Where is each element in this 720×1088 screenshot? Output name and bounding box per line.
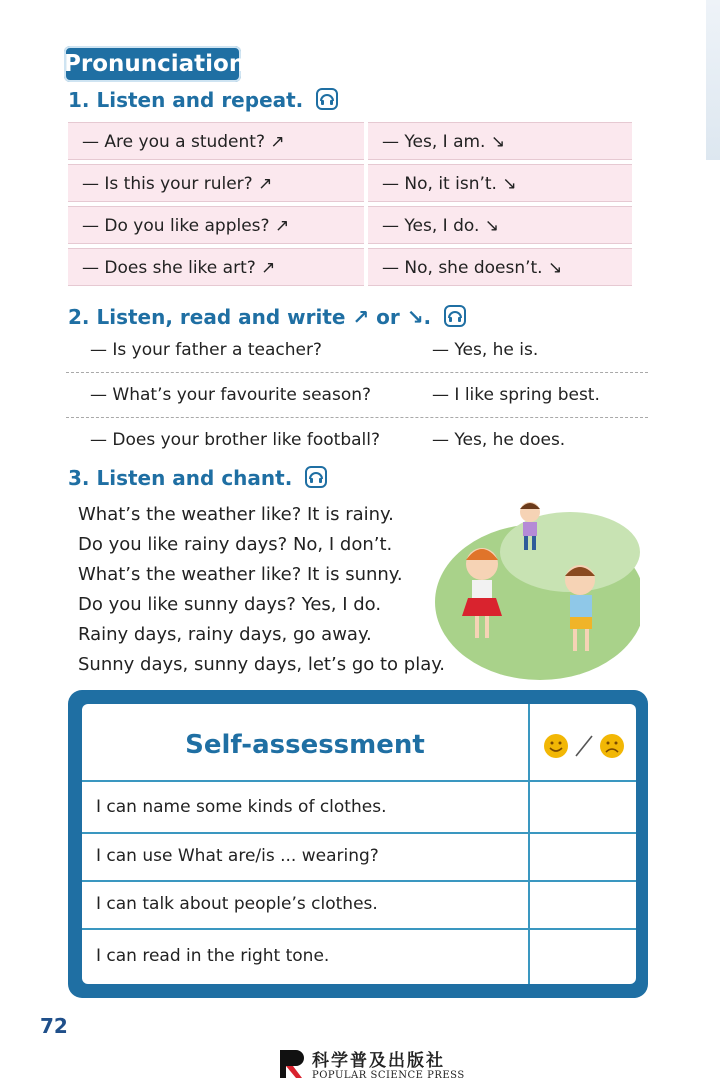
chant-line: Do you like rainy days? No, I don’t. [78,534,393,555]
table-row [68,122,632,160]
column-divider [528,704,530,984]
self-assessment-title: Self-assessment [185,730,425,760]
audio-icon[interactable] [305,466,327,493]
answer-cell: — No, she doesn’t. ↘ [368,248,632,286]
chant-line: What’s the weather like? It is rainy. [78,504,394,525]
page-edge-strip [706,0,720,160]
answer-cell: — Yes, I am. ↘ [368,122,632,160]
question-cell: — Does she like art? ↗ [68,248,364,286]
chant-line: Sunny days, sunny days, let’s go to play. [78,654,446,675]
page-number: 72 [40,1014,68,1038]
answer-cell: — Yes, I do. ↘ [368,206,632,244]
row-divider [82,832,636,834]
row-divider [82,780,636,782]
sad-face-icon [600,734,624,758]
assessment-item: I can talk about people’s clothes. [96,894,378,914]
chant-line: What’s the weather like? It is sunny. [78,564,403,585]
answer-cell: — No, it isn’t. ↘ [368,164,632,202]
smile-frown-icons [542,732,626,760]
assessment-item: I can read in the right tone. [96,946,330,966]
table-row [68,206,632,244]
row-divider [82,928,636,930]
answer-text: — I like spring best. [432,385,600,405]
pronunciation-badge: Pronunciation [64,46,241,82]
question-text: — Does your brother like football? [90,430,381,450]
publisher-logo-icon [276,1046,306,1082]
section1-title [68,88,338,115]
answer-text: — Yes, he does. [432,430,566,450]
row-divider [82,880,636,882]
question-cell: — Is this your ruler? ↗ [68,164,364,202]
question-text: — Is your father a teacher? [90,340,322,360]
question-cell: — Do you like apples? ↗ [68,206,364,244]
chant-lines [78,500,445,680]
table-row [68,164,632,202]
question-cell: — Are you a student? ↗ [68,122,364,160]
publisher-name-en: POPULAR SCIENCE PRESS [312,1070,465,1081]
question-text: — What’s your favourite season? [90,385,372,405]
children-playing-illustration [420,492,640,682]
section2-title-text: 2. Listen, read and write ↗ or ↘. [68,305,432,329]
chant-line: Do you like sunny days? Yes, I do. [78,594,382,615]
exercise-row [66,328,648,372]
smiley-face-icon [544,734,568,758]
answer-text: — Yes, he is. [432,340,539,360]
section3-title [68,466,327,493]
publisher-name-cn: 科学普及出版社 [312,1051,445,1071]
section1-title-text: 1. Listen and repeat. [68,88,304,112]
exercise-row [66,373,648,417]
exercise-row [66,418,648,462]
assessment-item: I can use What are/is ... wearing? [96,846,379,866]
section3-title-text: 3. Listen and chant. [68,466,293,490]
assessment-item: I can name some kinds of clothes. [96,797,387,817]
chant-line: Rainy days, rainy days, go away. [78,624,372,645]
table-row [68,248,632,286]
audio-icon[interactable] [316,88,338,115]
